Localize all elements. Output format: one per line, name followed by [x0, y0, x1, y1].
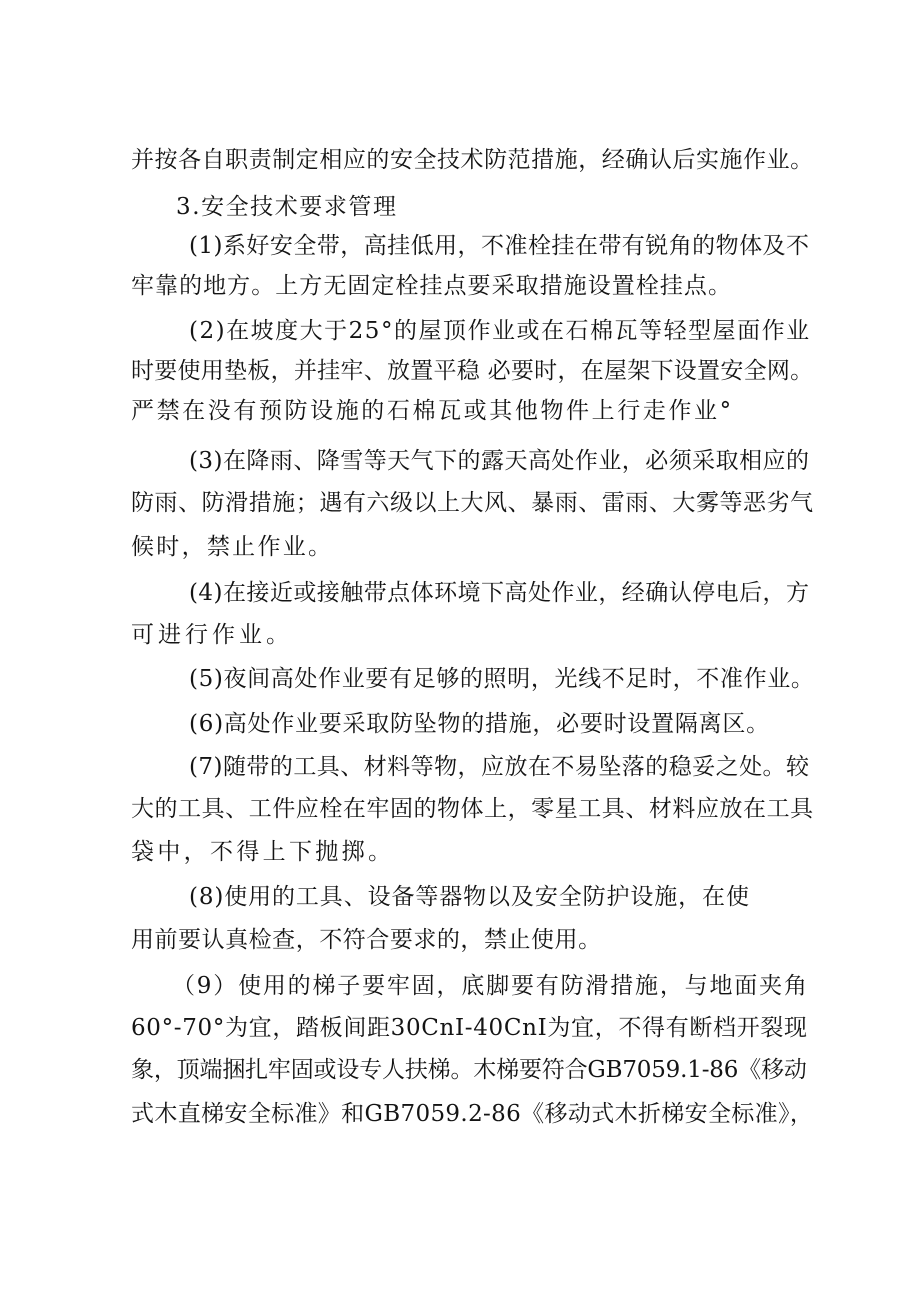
text-line: 时要使用垫板，并挂牢、放置平稳 必要时，在屋架下设置安全网。: [131, 358, 814, 384]
text-line: (8)使用的工具、设备等器物以及安全防护设施，在使: [189, 884, 750, 910]
section-heading: 3.安全技术要求管理: [176, 194, 398, 220]
text-line: 防雨、防滑措施；遇有六级以上大风、暴雨、雷雨、大雾等恶劣气: [131, 490, 814, 516]
text-line: (4)在接近或接触带点体环境下高处作业，经确认停电后，方: [189, 580, 810, 606]
text-line: (7)随带的工具、材料等物，应放在不易坠落的稳妥之处。较: [189, 754, 810, 780]
text-line: 大的工具、工件应栓在牢固的物体上，零星工具、材料应放在工具: [131, 796, 814, 822]
text-line: (2)在坡度大于25°的屋顶作业或在石棉瓦等轻型屋面作业: [189, 318, 811, 344]
text-line: 式木直梯安全标准》和GB7059.2-86《移动式木折梯安全标准》，: [131, 1101, 814, 1127]
text-line: 并按各自职责制定相应的安全技术防范措施，经确认后实施作业。: [131, 147, 814, 173]
text-line: (5)夜间高处作业要有足够的照明，光线不足时，不准作业。: [189, 666, 815, 692]
text-line: (6)高处作业要采取防坠物的措施，必要时设置隔离区。: [189, 711, 770, 737]
text-line: 象，顶端捆扎牢固或设专人扶梯。木梯要符合GB7059.1-86《移动: [131, 1057, 807, 1083]
text-line: 袋中，不得上下抛掷。: [131, 839, 395, 865]
text-line: 60°-70°为宜，踏板间距30CnI-40CnI为宜，不得有断档开裂现: [131, 1015, 808, 1041]
text-line: （9）使用的梯子要牢固，底脚要有防滑措施，与地面夹角: [172, 973, 809, 999]
text-line: 用前要认真检查，不符合要求的，禁止使用。: [131, 927, 602, 953]
text-line: 候时，禁止作业。: [131, 534, 334, 560]
text-line: 可进行作业。: [131, 622, 293, 648]
text-line: (3)在降雨、降雪等天气下的露天高处作业，必须采取相应的: [189, 448, 810, 474]
text-line: (1)系好安全带，高挂低用，不准栓挂在带有锐角的物体及不: [189, 233, 810, 259]
text-line: 牢靠的地方。上方无固定栓挂点要采取措施设置栓挂点。: [131, 273, 732, 299]
text-line: 严禁在没有预防设施的石棉瓦或其他物件上行走作业°: [131, 398, 734, 424]
